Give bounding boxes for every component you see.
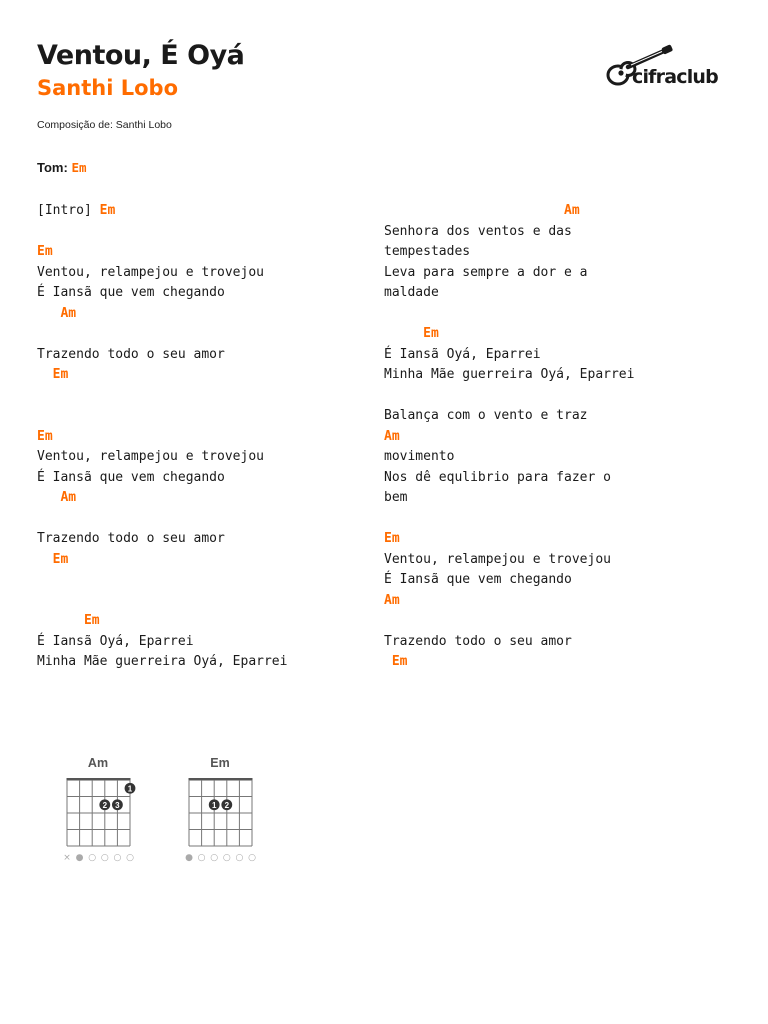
lyric-line [384,447,634,468]
lyric-text: maldade [384,285,439,300]
chord-line [384,529,634,550]
lyric-line [37,468,287,489]
tom-label: Tom: [37,160,68,175]
song-title: Ventou, É Oyá [37,40,245,71]
open-string-marker: ○ [88,853,97,863]
chord-diagram-name: Am [87,756,109,770]
chord-label[interactable]: Em [37,551,69,567]
chord-label[interactable]: Am [37,305,77,321]
nut [189,778,253,781]
chord-line [384,324,634,345]
open-string-marker: ○ [197,853,206,863]
chord-line [37,242,287,263]
lyric-line [37,652,287,673]
open-string-marker: ○ [100,853,109,863]
lyric-text: Ventou, relampejou e trovejou [384,551,611,567]
chord-label[interactable]: Am [37,490,77,505]
chord-diagram-name: Em [210,756,230,770]
song-key [37,160,87,175]
open-string-marker: ○ [248,853,256,863]
chord-line [37,365,287,386]
lyric-text: movimento [384,449,455,464]
finger-number: 1 [127,784,133,794]
lyric-text: É Iansã que vem chegando [37,285,225,300]
lyric-text: Balança com o vento e traz [384,408,588,423]
lyric-line [37,632,287,653]
lyric-text: Ventou, relampejou e trovejou [37,449,264,464]
lyric-line [384,570,634,591]
lyric-text: tempestades [384,244,471,259]
lyric-line [384,263,634,284]
open-string-marker: ○ [222,853,231,863]
lyric-line [384,632,634,653]
chord-line [384,201,634,222]
chord-label[interactable]: Em [37,244,53,259]
chord-diagram-graphic [53,756,143,876]
lyric-text: Minha Mãe guerreira Oyá, Eparrei [384,367,635,382]
blank-line [37,222,287,243]
lyric-text: Trazendo todo o seu amor [37,346,225,362]
blank-line [37,591,287,612]
lyric-text: É Iansã que vem chegando [37,469,225,485]
open-string-marker: ● [185,853,193,863]
lyric-text: Nos dê equlibrio para fazer o [384,469,611,485]
lyric-text: [Intro] [37,203,100,218]
chord-line [37,550,287,571]
finger-number: 3 [115,800,120,810]
lyric-line [384,468,634,489]
chord-label[interactable]: Em [37,613,100,628]
chord-line [37,488,287,509]
blank-line [37,570,287,591]
chord-label[interactable]: Em [99,203,116,218]
open-string-marker: ● [75,853,84,863]
lyric-line [37,345,287,366]
lyric-line [37,283,287,304]
blank-line [384,611,634,632]
lyric-line [384,242,634,263]
lyric-line [37,201,287,222]
lyric-line [384,222,634,243]
chord-line [384,427,634,448]
lyrics-column-left [37,201,287,673]
blank-line [37,386,287,407]
chord-label[interactable]: Em [384,326,439,341]
chord-line [384,591,634,612]
lyric-text: Leva para sempre a dor e a [384,264,588,280]
lyric-text: É Iansã Oyá, Eparrei [384,346,541,362]
lyric-text: Senhora dos ventos e das [384,223,572,239]
chord-line [37,304,287,325]
chord-line [37,611,287,632]
chord-label[interactable]: Am [384,592,400,608]
tom-key[interactable]: Em [71,160,87,175]
blank-line [37,509,287,530]
blank-line [384,386,634,407]
chord-diagram-am[interactable] [53,756,143,876]
chord-diagram-em[interactable] [175,756,265,876]
chord-diagram-graphic [175,756,265,876]
open-string-marker: × [63,853,71,863]
lyric-line [384,283,634,304]
lyric-text: Trazendo todo o seu amor [37,531,225,546]
open-string-marker: ○ [235,853,244,863]
lyric-line [384,406,634,427]
chord-label[interactable]: Em [384,654,408,669]
nut [67,778,131,781]
lyric-text: É Iansã que vem chegando [384,572,572,587]
logo-text: cifraclub [632,66,718,88]
lyric-line [384,550,634,571]
finger-number: 2 [224,800,230,810]
open-string-marker: ○ [113,853,122,863]
lyric-line [384,488,634,509]
lyric-text: Trazendo todo o seu amor [384,633,572,649]
chord-label[interactable]: Am [384,203,580,218]
artist-name[interactable]: Santhi Lobo [37,76,179,100]
lyric-line [37,529,287,550]
lyric-line [37,447,287,468]
blank-line [37,324,287,345]
blank-line [384,509,634,530]
finger-number: 1 [211,800,217,810]
lyric-line [37,263,287,284]
lyric-text: Minha Mãe guerreira Oyá, Eparrei [37,654,288,669]
lyric-line [384,345,634,366]
open-string-marker: ○ [210,853,219,863]
chord-label[interactable]: Am [384,428,400,444]
chord-label[interactable]: Em [384,531,400,546]
lyric-text: É Iansã Oyá, Eparrei [37,633,194,649]
chord-line [37,427,287,448]
blank-line [384,304,634,325]
lyrics-column-right [384,201,634,673]
lyric-line [384,365,634,386]
chord-label[interactable]: Em [37,367,69,382]
finger-number: 2 [102,800,108,810]
blank-line [37,406,287,427]
cifraclub-logo[interactable] [604,43,722,95]
lyric-text: bem [384,490,408,505]
open-string-marker: ○ [126,853,134,863]
composer-credit: Composição de: Santhi Lobo [37,119,172,131]
chord-label[interactable]: Em [37,428,53,444]
chord-line [384,652,634,673]
lyric-text: Ventou, relampejou e trovejou [37,264,264,280]
